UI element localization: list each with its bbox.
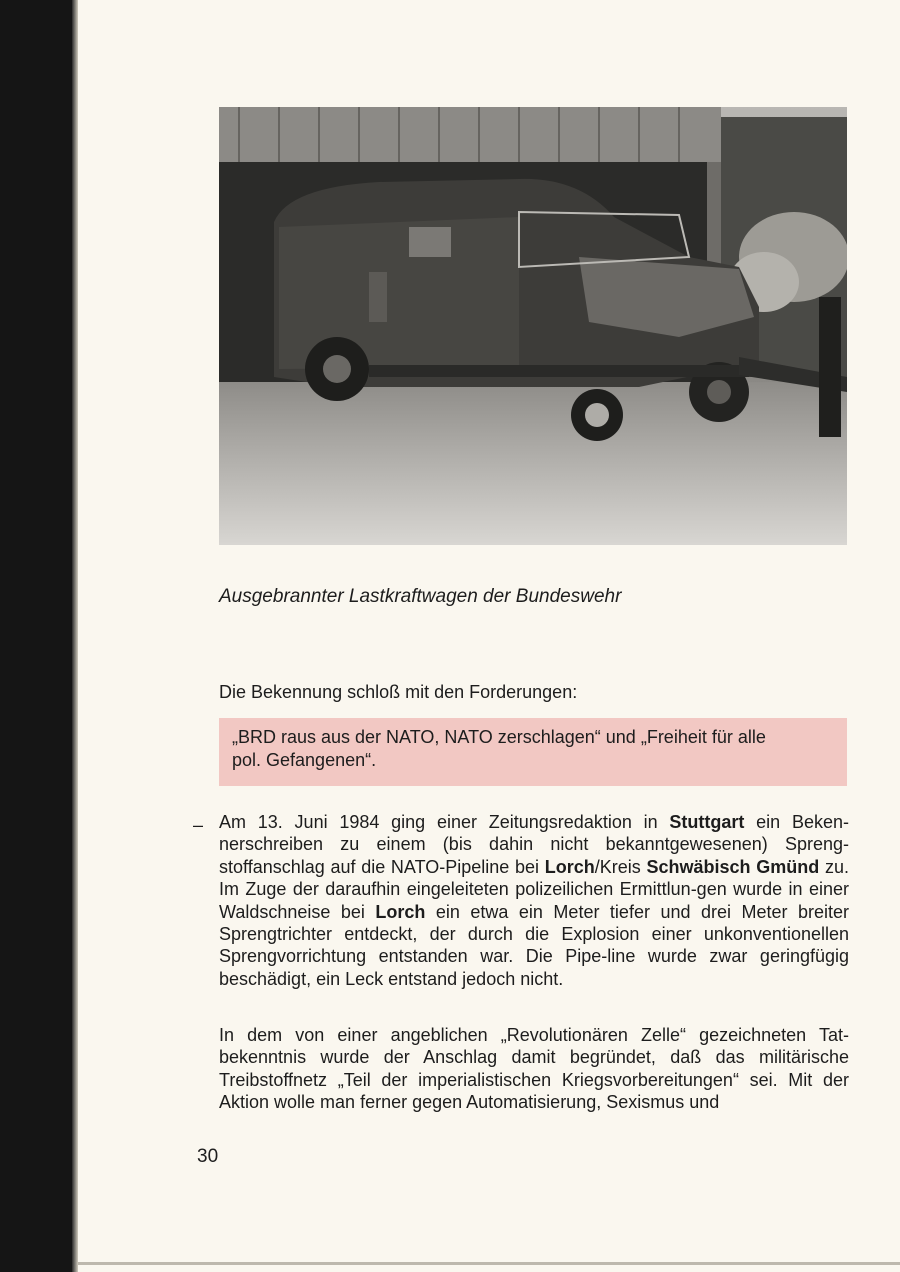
place-lorch-2: Lorch [375,901,426,922]
paragraph1-text-3: /Kreis [594,856,647,877]
place-lorch: Lorch [544,856,595,877]
page-number: 30 [197,1146,219,1167]
demands-intro: Die Bekennung schloß mit den Forderungen: [219,682,578,702]
paragraph1-text-4: zu. Im Zuge der daraufhin eingeleiteten polizeilichen Ermittlun-gen wurde in einer Waldschneise bei [219,856,849,922]
paragraph1-text-5: ein etwa ein Meter tiefer und drei Meter breiter Sprengtrichter entdeckt, der durch die Explosion einer unkonventionellen Sprengvorrichtung entstanden war. Die Pipe-line wurde zwar geringfügig beschädigt, ein Leck entstand jedoch nicht. [219,901,849,989]
paragraph1-text-1: Am 13. Juni 1984 ging einer Zeitungsredaktion in [219,812,670,832]
photo-caption: Ausgebrannter Lastkraftwagen der Bundeswehr [219,586,622,607]
quote-text [232,726,838,772]
photo-burned-truck [219,107,847,545]
place-stuttgart: Stuttgart [669,812,745,832]
quote-line-2: pol. Gefangenen“. [232,750,377,770]
paragraph1-text-2: ein Beken-nerschreiben zu einem (bis dahin nicht bekanntgewesenen) Spreng-stoffanschlag auf die NATO-Pipeline bei [219,812,849,877]
photo-image [219,107,847,545]
book-spine-shadow [0,0,72,1272]
paragraph-revolutionary-cell: In dem von einer angeblichen „Revolutionären Zelle“ gezeichneten Tat-bekenntnis wurde der Anschlag damit begründet, daß das militärische Treibstoffnetz „Teil der imperialistischen Kriegsvorbereitungen“ sei. Mit der Aktion wolle man ferner gegen Automatisierung, Sexismus und [219,1025,849,1113]
page-bottom-edge [78,1262,900,1265]
quote-line-1: „BRD raus aus der NATO, NATO zerschlagen“ und „Freiheit für alle [232,727,766,747]
list-dash: – [193,815,204,835]
paragraph-stuttgart-incident [219,811,849,990]
place-schwaebisch-gmuend: Schwäbisch Gmünd [646,856,820,877]
